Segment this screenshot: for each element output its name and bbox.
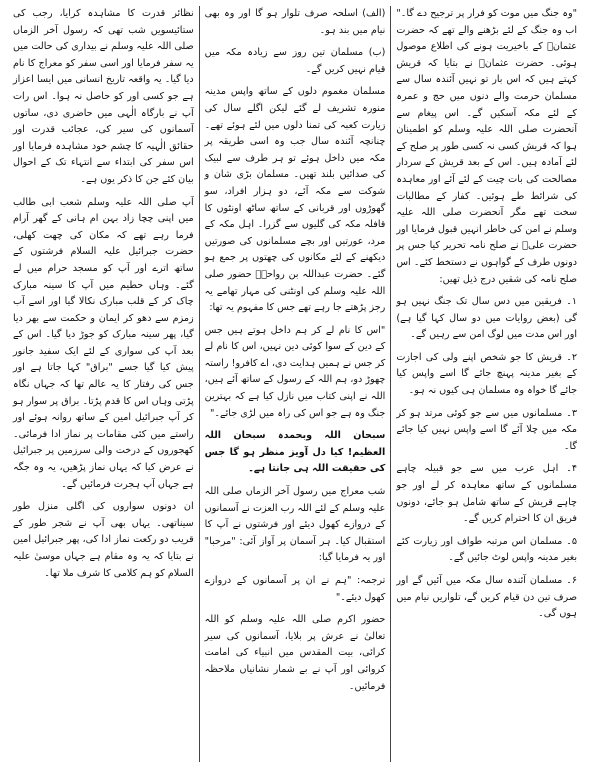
column-right bbox=[391, 6, 582, 762]
paragraph: "وہ جنگ میں موت کو فرار پر ترجیح دے گا۔" اب وہ جنگ کے لئے بڑھنے والے تھے کہ حضرت عثمانؓ کے باخیریت ہونے کی اطلاع موصول ہوئی۔ حضرت عثمانؓ نے بتایا کہ قریش کہتے ہیں کہ اس بار تو نہیں آئندہ سال سے مسلمان حرمت والے دنوں میں حج و عمرہ کے لئے مکہ آسکیں گے۔ اس پیغام سے آنحضرت صلی اللہ علیہ وسلم کو اطمینان ہوا کہ قریش کسی نہ کسی طور پر صلح کے لئے آمادہ ہیں۔ اس کے بعد قریش کے سردار مصالحت کی بات چیت کے لئے آئے اور معاہدہ کی شرائط طے ہوئیں۔ کفار کے مطالبات سخت تھے مگر آنحضرت صلی اللہ علیہ وسلم نے امن کی خاطر انہیں قبول فرمایا اور حضرت علیؓ نے صلح نامہ تحریر کیا جس پر دونوں طرف کے گواہوں نے دستخط کئے۔ اس صلح نامہ کی شقیں درج ذیل تھیں: bbox=[396, 8, 577, 285]
paragraph: آپ صلی اللہ علیہ وسلم شعب ابی طالب میں اپنی چچا زاد بہن ام ہانی کے گھر آرام فرما رہے تھے کہ مکان کی چھت کھلی، حضرت جبرائیل علیہ السلام فرشتوں کے ساتھ اترے اور آپ کو مسجد حرام میں لے گئے۔ وہاں حطیم میں آپ کا سینہ مبارک چاک کر کے قلب مبارک نکالا گیا اور اسے آب زمزم سے دھو کر ایمان و حکمت سے بھر دیا گیا، پھر سینہ مبارک کو جوڑ دیا گیا۔ اس کے بعد آپ کی سواری کے لئے ایک سفید جانور پیش کیا گیا جسے "براق" کہا جاتا ہے اور جس کی رفتار کا یہ عالم تھا کہ جہاں نگاہ پڑتی وہاں اس کا قدم پڑتا۔ براق پر سوار ہو کر آپ جبرائیل امین کے ساتھ روانہ ہوئے اور راستے میں کئی مقامات پر نماز ادا فرمائی۔ کھجوروں کے درخت والی سرزمین پر جبرائیل نے عرض کیا کہ یہاں نماز پڑھیں، یہ وہ جگہ ہے جہاں آپ ہجرت فرمائیں گے۔ bbox=[12, 196, 194, 490]
paragraph: شب معراج میں رسول آخر الزماں صلی اللہ علیہ وسلم کے لئے اللہ رب العزت نے آسمانوں کے دروازے کھول دیئے اور فرشتوں نے آپ کا استقبال کیا۔ ہر آسمان پر آواز آئی: "مرحبا" اور یہ فرمایا گیا: bbox=[204, 486, 386, 564]
paragraph: ترجمہ: "ہم نے ان پر آسمانوں کے دروازے کھول دیئے۔" bbox=[204, 575, 386, 603]
paragraph: ۴۔ اہل عرب میں سے جو قبیلہ چاہے مسلمانوں کے ساتھ معاہدہ کر لے اور جو چاہے قریش کے ساتھ شامل ہو جائے، دونوں فریق ان کا احترام کریں گے۔ bbox=[396, 463, 577, 525]
paragraph: سبحان اللہ وبحمدہ سبحان اللہ العظیم! کیا دل آویز منظر ہو گا جس کی حقیقت اللہ ہی جانتا ہے۔ bbox=[204, 430, 386, 475]
paragraph: ۳۔ مسلمانوں میں سے جو کوئی مرتد ہو کر مکہ میں چلا آئے گا اسے واپس نہیں کیا جائے گا۔ bbox=[396, 407, 577, 452]
text-columns bbox=[8, 6, 582, 762]
paragraph: حضور اکرم صلی اللہ علیہ وسلم کو اللہ تعالیٰ نے عرش پر بلایا، آسمانوں کی سیر کرائی، بیت المقدس میں انبیاء کی امامت کروائی اور آپ نے بے شمار نشانیاں ملاحظہ فرمائیں۔ bbox=[204, 614, 386, 692]
paragraph: ۲۔ قریش کا جو شخص اپنے ولی کی اجازت کے بغیر مدینہ پہنچ جائے گا اسے واپس کیا جائے گا خواہ وہ مسلمان ہی کیوں نہ ہو۔ bbox=[396, 351, 577, 397]
column-middle bbox=[200, 6, 392, 762]
paragraph: "اس کا نام لے کر ہم داخل ہوتے ہیں جس کے دین کے سوا کوئی دین نہیں، اس کا نام لے کر جس نے ہمیں ہدایت دی، اے کافرو! راستہ چھوڑ دو، ہم اللہ کے رسول کے ساتھ آئے ہیں، اللہ نے اپنی کتاب میں نازل کیا ہے کہ بہترین جنگ وہ ہے جو اس کی راہ میں لڑی جائے۔" bbox=[204, 324, 386, 419]
paragraph: (ب) مسلمان تین روز سے زیادہ مکہ میں قیام نہیں کریں گے۔ bbox=[204, 47, 386, 75]
paragraph: نظائر قدرت کا مشاہدہ کرایا، رجب کی ستائیسویں شب تھی کہ رسول آخر الزماں صلی اللہ علیہ وسلم نے بیداری کی حالت میں یہ سفر فرمایا اور اسی سفر کو معراج کا نام دیا گیا۔ یہ واقعہ تاریخ انسانی میں ایسا اعزاز ہے جو کسی اور کو حاصل نہ ہوا۔ اس رات آپ نے بارگاہ الٰہی میں حاضری دی، ساتوں آسمانوں کی سیر کی، عجائب قدرت اور حقائق الٰہیہ کا چشم خود مشاہدہ فرمایا اور اس سفر کی ابتداء سے انتہاء تک کے احوال بیان کئے جن کا ذکر یوں ہے۔ bbox=[12, 8, 194, 185]
paragraph: ۶۔ مسلمان آئندہ سال مکہ میں آئیں گے اور صرف تین دن قیام کریں گے، تلواریں نیام میں ہوں گی۔ bbox=[396, 575, 577, 620]
paragraph: مسلمان مغموم دلوں کے ساتھ واپس مدینہ منورہ تشریف لے گئے لیکن اگلے سال کی زیارت کعبہ کی تمنا دلوں میں لئے ہوئے تھے۔ چنانچہ آئندہ سال جب وہ اسی طریقہ پر مکہ میں داخل ہوئے تو ہر طرف سے لبیک کی صدائیں بلند تھیں۔ مسلمان بڑی شان و شوکت سے مکہ آئے، دو ہزار افراد، سو گھوڑوں اور قربانی کے ساتھ ساٹھ اونٹوں کا قافلہ مکہ کی گلیوں سے گزرا۔ اہل مکہ کے مرد، عورتیں اور بچے مسلمانوں کی صورتیں دیکھنے کے لئے مکانوں کی چھتوں پر جمع ہو گئے۔ حضرت عبداللہ بن رواحہؓ حضور صلی اللہ علیہ وسلم کی اونٹنی کی مہار تھامے یہ رجز پڑھتے جا رہے تھے جس کا مفہوم یہ تھا: bbox=[204, 86, 386, 314]
column-left bbox=[8, 6, 200, 762]
paragraph: (الف) اسلحہ صرف تلوار ہو گا اور وہ بھی نیام میں بند ہو۔ bbox=[204, 8, 386, 36]
paragraph: ۵۔ مسلمان اس مرتبہ طواف اور زیارت کئے بغیر مدینہ واپس لوٹ جائیں گے۔ bbox=[396, 535, 577, 564]
paragraph: ۱۔ فریقین میں دس سال تک جنگ نہیں ہو گی (بعض روایات میں دو سال کہا گیا ہے) اور اس مدت میں لوگ امن سے رہیں گے۔ bbox=[396, 296, 577, 341]
paragraph: ان دونوں سواروں کی اگلی منزل طور سیناتھی۔ یہاں بھی آپ نے شجر طور کے قریب دو رکعت نماز ادا کی، پھر جبرائیل امین نے بتایا کہ یہ وہ مقام ہے جہاں موسیٰ علیہ السلام کو ہم کلامی کا شرف ملا تھا۔ bbox=[12, 501, 194, 579]
